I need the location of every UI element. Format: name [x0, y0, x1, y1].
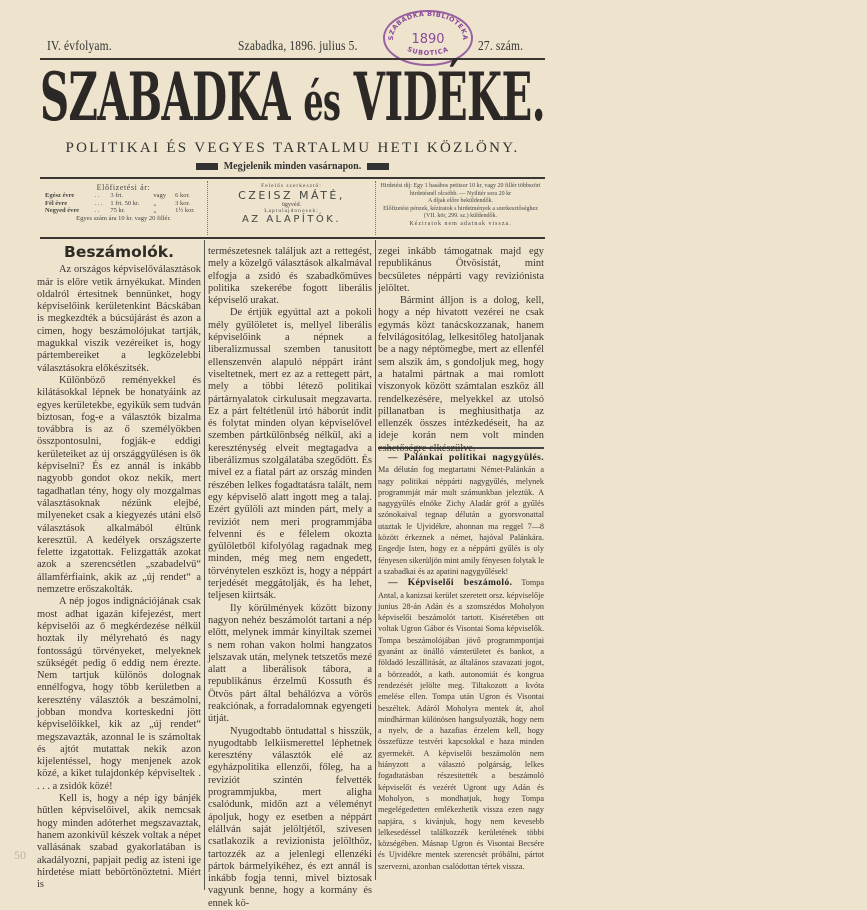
editor-label: Felelős szerkesztő: [261, 183, 322, 189]
price-sep: vagy [153, 192, 167, 199]
article-paragraph: zegei inkább támogatnak majd egy republikánus Ötvösistát, mint becsületes néppárti vagy reviziónista jelöltet. [378, 246, 544, 294]
price-dots: . . . [94, 199, 103, 207]
ad-prepay: A díjak előre beküldendők. [428, 198, 493, 204]
editor-title: ügyvéd. [281, 202, 302, 208]
price-value: 3 frt. [110, 192, 123, 199]
tagline-text: Megjelenik minden vasárnapon. [223, 161, 362, 172]
price-value: 1 frt. 50 kr. [110, 199, 140, 207]
subscription-title: Előfizetési ár: [96, 183, 151, 192]
article-paragraph: természetesnek találjuk azt a rettegést, mely a közelgő választások alkalmával elfogja a zsidó és szabadkőműves politika szekerébe fogott liberális képviselő urakat. [208, 246, 372, 307]
stamp-top-text: SZABADKA BIBLIOTEKA [386, 9, 470, 41]
volume-label: IV. évfolyam. [47, 38, 112, 53]
news-headline: — Palánkai politikai nagygyülés. [388, 453, 544, 463]
price-alt: 3 kor. [175, 199, 190, 207]
pointing-hand-icon [196, 163, 218, 170]
price-row [43, 200, 204, 208]
article-paragraph: De értjük egyúttal azt a pokoli mély gyűlöletet is, mellyel liberális képviselőink a népnek a liberalizmussal szemben tanusitott ellenszenvén alapuló néppárt iránt viseltetnek, mert ez az a rettegett párt, mely a többi létező politikai pártárnyalatok cirkulusait megzavarta. Ez a párt feltétlenül irtó háborút indit és folytat minden olyan képviselővel szemben pártkülönbség nélkül, aki a kereszténység elveit megtagadva a liberálizmus szolgálatába szegődött. És mivel ez a fiatal párt az ország minden részében lelkes fogadtatásra talált, nem egy képviselő alatt ingott meg a talaj. Ezért gyűlöli azt minden párt, mely a reviziót nem meri programmjába felvenni és e félelem okozta gyűlöletből kifolyólag ragadnak meg minden, még meg nem engedett, törvénytelen eszközt is, hogy a néppárt terjedését meggátolják, és ha lehet, teljesen kiirtsák. [208, 307, 372, 602]
ad-address: Előfizetési pénzek, kéziratok s hirdetmények a szerkesztőséghez (VII. kör, 299. sz.) küldendők. [383, 205, 538, 219]
editor-name: CZEISZ MÁTÉ, [238, 189, 345, 202]
tagline [40, 161, 545, 172]
info-top-rule [40, 177, 545, 179]
price-dots: . . [94, 207, 100, 214]
masthead-es: és [303, 72, 341, 133]
article-paragraph: Ily körülmények között bizony nagyon nehéz beszámolót tartani a nép előtt, melynek immár kinyiltak szemei s nem rohan vakon holmi hangzatos jelszavak után, melynek tetszetős mezé alatt a liberálisok tábora, a republikánus érzelmű Kossuth és Ötvös párt által behálózva a vörös reakciónak, a forradalomnak egyengeti útját. [208, 602, 372, 725]
price-dots: . . [94, 192, 100, 199]
ad-manuscripts: Kéziratok nem adatnak vissza. [409, 220, 512, 227]
place-date: Szabadka, 1896. julius 5. [238, 38, 358, 53]
price-alt: 1½ kor. [175, 207, 195, 214]
subscription-prices [40, 181, 208, 235]
news-item [378, 577, 544, 872]
price-alt: 6 kor. [175, 192, 190, 199]
info-box [40, 181, 545, 235]
price-sep: „ [153, 199, 157, 207]
stamp-year: 1890 [411, 32, 445, 47]
masthead [40, 58, 545, 136]
article-paragraph: Kell is, hogy a nép igy bánjék hűtlen képviselőivel, akik nemcsak hogy minden adóterhet megszavaztak, hanem azonkivül készek voltak a népet vallásának szabad gyakorlatában is akadályozni, papjait pedig az isteni ige hirdetése miatt bebörtönöztetni. Miért is [37, 793, 201, 891]
article-title: Beszámolók. [64, 243, 174, 261]
article-column-3 [378, 246, 544, 454]
margin-pencil-mark: 50 [14, 848, 26, 862]
news-text: Ma délután fog megtartatni Német-Palánkán a nagy politikai néppárti nagygyűlés, melynek programmját már mult számunkban jeleztük. A nagygyűlés elnöke Zichy Aladár gróf a gyűlés szónokaival tegnap délután a gyorsvonattal utaztak le Ujvidékre, ahonnan ma reggel 7—8 között érkeznek a német, hajóval Palánkára. Engedje Isten, hogy ez a néppárti gyűlés is oly fényesen sikerüljön mint amily fényesen folytak le a szabadkai és az apatini nagygyűlések! [378, 465, 544, 576]
pointing-hand-icon [367, 163, 389, 170]
article-paragraph: Bármint álljon is a dolog, kell, hogy a nép hivatott vezérei ne csak egymás közt tanácskozzanak, hanem felvilágositólag, lelkesitőleg hatoljanak be a nagy néptömegbe, mert az ellenfél sem alszik ám, s gondoljuk meg, hogy a hatalmi pártnak a mai romlott viszonyok között számtalan eszköz áll rendelkezésére, melyekkel az utolsó pillanatban is meghiusithatja az ellenzék összes intézkedéseit, ha az ideje korán nem volt minden eshetőségre elkészülve. [378, 295, 544, 454]
column-separator [375, 240, 376, 880]
price-sep: „ [153, 207, 157, 214]
news-headline: — Képviselői beszámoló. [388, 578, 513, 589]
price-period: Egész évre [45, 192, 75, 199]
article-column-2 [208, 246, 372, 909]
masthead-videke: VIDÉKE. [353, 58, 545, 136]
article-paragraph: Az országos képviselőválasztások már is előre vetik árnyékukat. Minden oldalról értesitnek bennünket, hogy képviselőink kerületenkint Bácskában is megkezdték a búcsújárást és azon a cimen, hogy beszámolójukat tartják, magukkal viszik vezéreiket is, hogy pártembereiket a legközelebbi választásokra előkészitsék. [37, 264, 201, 374]
subtitle: POLITIKAI ÉS VEGYES TARTALMU HETI KÖZLÖNY. [65, 140, 520, 156]
single-issue-price: Egyes szám ára 10 kr. vagy 20 fillér. [76, 214, 171, 222]
news-item [378, 452, 544, 577]
stamp-bottom-text: SUBOTICA [406, 45, 450, 58]
owners-label: Laptulajdonosok: [264, 208, 319, 214]
masthead-szabadka: SZABADKA [40, 58, 290, 136]
column-separator [204, 240, 205, 890]
advertising-info [376, 181, 545, 235]
price-value: 75 kr. [110, 207, 126, 214]
price-row [43, 192, 204, 200]
price-row [43, 207, 204, 215]
editor-info [208, 181, 376, 235]
ad-rates: Hirdetési díj: Egy 1 hasábos petitsor 10 kr, vagy 20 fillér többszöri hirdetésnél olcsóbb. — Nyilttér sora 20 kr [380, 183, 541, 197]
article-paragraph: A nép jogos indignációjának csak most adhat igazán kifejezést, mert képviselői az ő megkérdezése nélkül hoztak ily mélyreható és nagy fontosságú törvényeket, melyeknek szükségét pedig ő eddig nem érezte. Nem tartjuk különös dolognak ennélfogva, hogy több kerületben a keresztény választók a beszámolni, jobban mondva korteskedni jött képviselőikkel, kik az „új rendet“ megszavazták, azonnal le is számoltak és ajtót mutattak nekik azon kijelentéssel, hogy menjenek azok közé, a kiket tulajdonkép képviseltek . . . . a zsidók közé! [37, 596, 201, 792]
price-period: Fél évre [45, 199, 68, 207]
news-section [378, 452, 544, 882]
article-column-1 [37, 243, 201, 891]
issue-number: 27. szám. [478, 38, 524, 53]
article-paragraph: Különböző reményekkel és kilátásokkal lépnek be honatyáink az egyes kerületekbe, egyikük sem tudván biztosan, fog-e a választók bizalma továbbra is az ő személyökben összpontosulni, fogják-e eddigi kerületeiket az új országgyűlésen is ők képviselni? És ez annál is inkább nagyobb gondot okoz nekik, mert tagadhatlan tény, hogy oly mozgalmas választásoknak nézünk elejbé, milyeneket csak a kiegyezés utáni első választások alkalmából éltünk keresztül. A kedélyek országszerte felette izgatottak. Felizgatták azokat azok a szerencsétlen „szabadelvű“ államférfiaink, akik az „új rendet“ a nemzetre erőszakolták. [37, 374, 201, 596]
owners: AZ ALAPÍTÓK. [241, 214, 342, 225]
price-table [43, 192, 204, 215]
news-text: Tompa Antal, a kanizsai kerület szeretett orsz. képviselője junius 28-án Adán és a szomszédos Moholyon képviselői beszámolót tartott. Kiséretében ott voltak Ugron Gábor és Visontai Soma képviselők. Tompa beszámolójában jövő programmpontjai gyanánt az önálló vámterületet és bankot, a földadó leszállitását, az általános szavazati jogot, a börzeadót, a kath. autonomiát és kongrua rendezését jelölte meg. Tiltakozott a kvóta emelése ellen. Tompa után Ugron és Visontai beszéltek. Adáról Moholyra mentek át, ahol mindhárman különösen hangsulyozták, hogy nem a nyelv, de a hazafias érzelem kell, hogy összefüzze testvéri kapcsokkal e haza minden gyermekét. A képviselői beszámolón nem hiányzott a választó polgárság, lelkes fogadtatásban részesitették a beszámoló képviselőt és vezérét Ugront ugy Adán és Moholyon, s mondhatjuk, hogy Tompa megelégedetten emlékezhetik vissza ezen nagy napjára, s kivánjuk, hogy nem kevesebb lelkesedéssel találkozzék kerületének többi községében. Másnap Ugron és Visontai Becsére és Ujvidékre mentek szerencsét próbálni, pártot szervezni, azonban csalódottan tértek vissza. [378, 578, 544, 871]
info-bottom-rule [40, 237, 545, 239]
article-paragraph: Nyugodtabb öntudattal s hisszük, nyugodtabb lelkiismerettel léphetnek keresztény választók elé az egyházpolitika ellenzői, főleg, ha a reviziót szintén felvették programmjukba, mert aligha csalódunk, midőn azt a véleményt ápoljuk, hogy ez esetben a néppárt elállván saját jelöltjétől, szivesen csatlakozik a revizionista jelölthöz, tartozzék az a jelenlegi ellenzéki pártok bármelyikéhez, és ezt annál is inkább fogja tenni, mivel biztosak vagyunk benne, hogy a kormány és ennek kö- [208, 725, 372, 909]
price-period: Negyed évre [45, 207, 79, 214]
